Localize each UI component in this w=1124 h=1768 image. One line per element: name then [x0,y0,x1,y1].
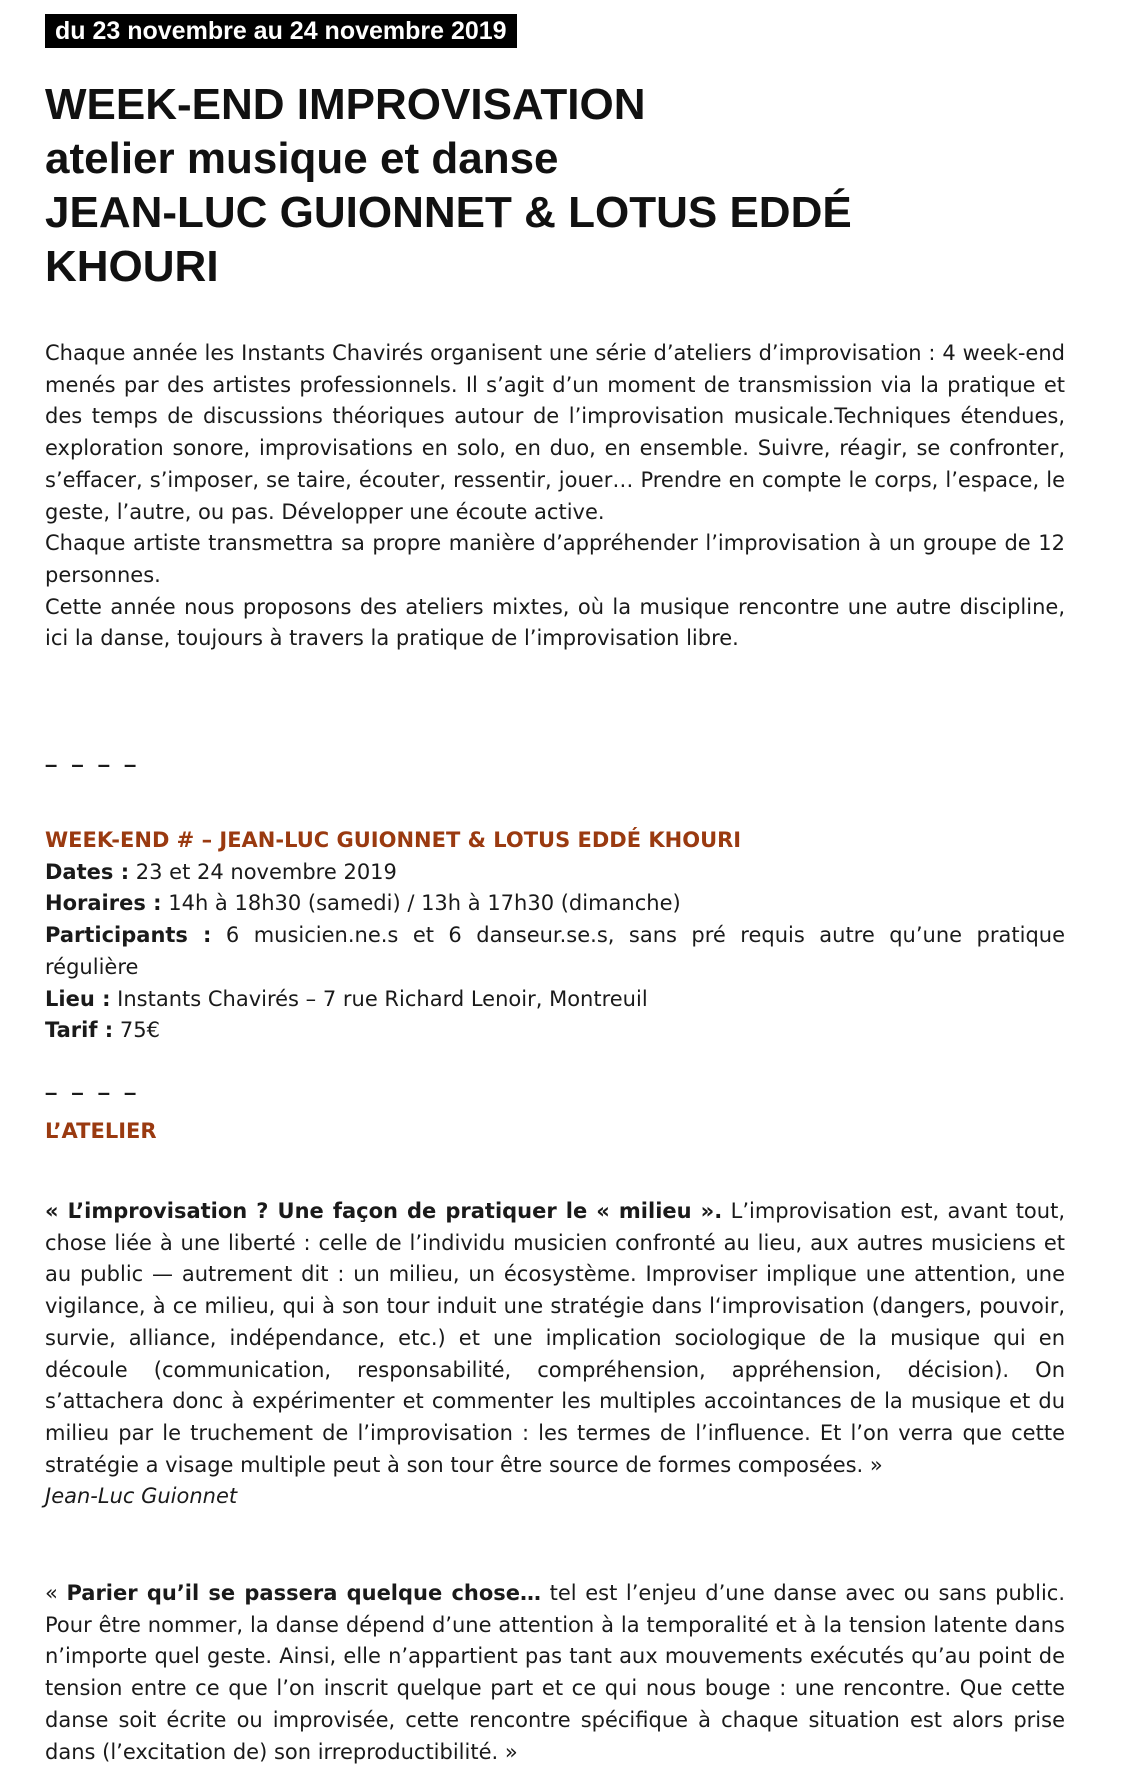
intro-paragraph: Chaque année les Instants Chavirés organisent une série d’ateliers d’improvisation : 4 week-end menés par des artistes professionnels. Il s’agit d’un moment de transmission via la pratique et des temps de discussions théoriques autour de l’improvisation musicale.Techniques étendues, exploration sonore, improvisations en solo, en duo, en ensemble. Suivre, réagir, se confronter, s’effacer, s’imposer, se taire, écouter, ressentir, jouer… Prendre en compte le corps, l’espace, le geste, l’autre, ou pas. Développer une écoute active. [45,341,1065,524]
event-heading: WEEK-END # – JEAN-LUC GUIONNET & LOTUS EDDÉ KHOURI [45,828,742,852]
date-badge: du 23 novembre au 24 novembre 2019 [45,14,517,48]
quote-paragraph [45,1196,1065,1481]
event-info [45,825,1065,1047]
participants-label: Participants : [45,923,212,948]
place-label: Lieu : [45,986,111,1011]
title-line: KHOURI [45,242,219,291]
price-label: Tarif : [45,1018,114,1043]
info-hours [45,888,1065,920]
title-line: JEAN-LUC GUIONNET & LOTUS EDDÉ [45,188,852,237]
dates-label: Dates : [45,859,130,884]
section-title: L’ATELIER [45,1119,157,1143]
info-price [45,1015,1065,1047]
quote-lead: Parier qu’il se passera quelque chose… [66,1581,542,1605]
title-line: atelier musique et danse [45,134,559,183]
quote-author: Jean-Luc Guionnet [45,1484,238,1509]
quote-khouri [45,1578,1065,1768]
quote-open: « [45,1581,67,1605]
separator: – – – – [45,752,141,777]
intro-paragraph: Cette année nous proposons des ateliers mixtes, où la musique rencontre une autre discipline, ici la danse, toujours à travers la pratique de l’improvisation libre. [45,594,1065,651]
separator: – – – – [45,1080,141,1105]
intro-text [45,338,1065,655]
info-dates [45,857,1065,889]
price-value: 75€ [113,1018,160,1043]
participants-value: 6 musicien.ne.s et 6 danseur.se.s, sans pré requis autre qu’une pratique régulière [45,923,1065,979]
page-title [45,78,1065,294]
hours-label: Horaires : [45,891,162,916]
quote-body: L’improvisation est, avant tout, chose liée à une liberté : celle de l’individu musicien confronté au lieu, aux autres musiciens et au public — autrement dit : un milieu, un écosystème. Improviser implique une attention, une vigilance, à ce milieu, qui à son tour induit une stratégie dans l‘improvisation (dangers, pouvoir, survie, alliance, indépendance, etc.) et une implication sociologique de la musique qui en découle (communication, responsabilité, compréhension, appréhension, décision). On s’attachera donc à expérimenter et commenter les multiples accointances de la musique et du milieu par le truchement de l’improvisation : les termes de l’influence. Et l’on verra que cette stratégie a visage multiple peut à son tour être source de formes composées. » [45,1199,1065,1477]
hours-value: 14h à 18h30 (samedi) / 13h à 17h30 (dimanche) [161,891,681,916]
intro-paragraph: Chaque artiste transmettra sa propre manière d’appréhender l’improvisation à un groupe de 12 personnes. [45,531,1065,587]
quote-lead: « L’improvisation ? Une façon de pratiquer le « milieu ». [45,1199,723,1223]
quote-guionnet [45,1196,1065,1513]
title-line: WEEK-END IMPROVISATION [45,80,646,129]
info-place [45,984,1065,1016]
place-value: Instants Chavirés – 7 rue Richard Lenoir, Montreuil [110,986,648,1011]
info-participants [45,920,1065,983]
quote-body: tel est l’enjeu d’une danse avec ou sans public. Pour être nommer, la danse dépend d’une attention à la temporalité et à la tension latente dans n’importe quel geste. Ainsi, elle n’appartient pas tant aux mouvements exécutés qu’au point de tension entre ce que l’on inscrit quelque part et ce qui nous bouge : une rencontre. Que cette danse soit écrite ou improvisée, cette rencontre spécifique à chaque situation est alors prise dans (l’excitation de) son irreproductibilité. » [45,1581,1065,1764]
dates-value: 23 et 24 novembre 2019 [129,859,397,884]
quote-paragraph [45,1578,1065,1768]
